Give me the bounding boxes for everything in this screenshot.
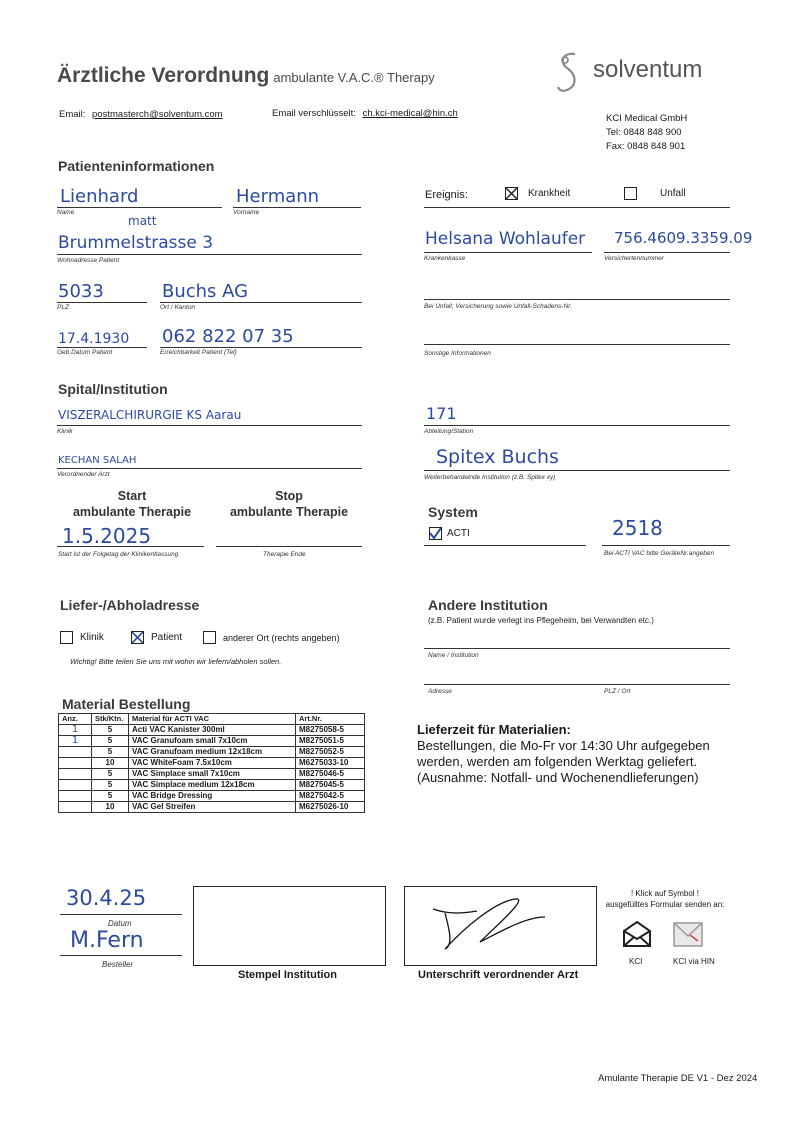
lieferzeit-line3: (Ausnahme: Notfall- und Wochenendlieferungen) — [417, 770, 699, 785]
geburtsdatum-value[interactable]: 17.4.1930 — [58, 331, 130, 347]
email-link[interactable]: postmasterch@solventum.com — [92, 109, 223, 120]
stop-title: Stop — [275, 489, 303, 503]
telefon-label: Erreichbarkeit Patient (Tel) — [160, 349, 237, 356]
geraet-label: Bei ACTI VAC bitte GeräteNr.angeben — [604, 550, 715, 557]
klinik-label: Klinik — [57, 428, 73, 435]
plz-value[interactable]: 5033 — [58, 281, 104, 302]
artnr-cell: M8275042-5 — [296, 791, 365, 802]
besteller-label: Besteller — [102, 960, 134, 969]
anz-cell[interactable] — [59, 791, 92, 802]
send-instruction-1: ! Klick auf Symbol ! — [630, 889, 700, 898]
kci-label: KCI — [629, 957, 643, 966]
material-cell: VAC Bridge Dressing — [129, 791, 296, 802]
table-row — [59, 780, 365, 791]
telefon-value[interactable]: 062 822 07 35 — [162, 326, 294, 347]
name-value[interactable]: Lienhard — [60, 186, 139, 207]
section-system: System — [428, 504, 478, 520]
liefer-note: Wichtig! Bitte teilen Sie uns mit wohin wir liefern/abholen sollen. — [70, 657, 282, 666]
stk-cell: 5 — [92, 791, 129, 802]
col-stk: Stk/Ktn. — [92, 714, 129, 725]
section-andere: Andere Institution — [428, 597, 548, 613]
datum-label: Datum — [108, 919, 132, 928]
table-row — [59, 747, 365, 758]
email-encrypted-link[interactable]: ch.kci-medical@hin.ch — [362, 108, 458, 119]
geraet-value[interactable]: 2518 — [612, 516, 663, 540]
company-tel: Tel: 0848 848 900 — [606, 127, 682, 138]
checkbox-liefer-klinik[interactable] — [60, 631, 73, 644]
anz-cell[interactable]: 1 — [59, 736, 92, 747]
stop-date-label: Therapie Ende — [263, 551, 306, 558]
table-row — [59, 758, 365, 769]
material-cell: Acti VAC Kanister 300ml — [129, 725, 296, 736]
material-cell: VAC Granufoam small 7x10cm — [129, 736, 296, 747]
ort-label: Ort / Kanton — [160, 304, 196, 311]
artnr-cell: M8275058-5 — [296, 725, 365, 736]
start-heading — [60, 488, 204, 520]
col-material: Material für ACTI VAC — [129, 714, 296, 725]
adresse-value[interactable]: Brummelstrasse 3 — [58, 233, 214, 253]
material-table-header — [59, 714, 365, 725]
doctor-signature — [405, 887, 596, 965]
lieferzeit-line1: Bestellungen, die Mo-Fr vor 14:30 Uhr aufgegeben — [417, 738, 710, 753]
checkbox-acti[interactable] — [429, 527, 442, 540]
table-row — [59, 769, 365, 780]
send-instructions — [600, 888, 730, 910]
acti-label: ACTI — [447, 528, 470, 539]
start-date-value[interactable]: 1.5.2025 — [62, 524, 152, 548]
section-material: Material Bestellung — [62, 696, 191, 712]
artnr-cell: M8275051-5 — [296, 736, 365, 747]
ereignis-label: Ereignis: — [425, 189, 468, 201]
vorname-value[interactable]: Hermann — [236, 186, 320, 207]
email-row — [59, 109, 223, 120]
lieferzeit-line2: werden, werden am folgenden Werktag geliefert. — [417, 754, 698, 769]
adresse-label: Wohnadresse Patient — [57, 257, 120, 264]
table-row — [59, 736, 365, 747]
unfall-info-label: Bei Unfall; Versicherung sowie Unfall-Schadens-Nr. — [424, 303, 572, 310]
stk-cell: 5 — [92, 725, 129, 736]
anz-cell[interactable] — [59, 747, 92, 758]
table-row — [59, 725, 365, 736]
start-date-label: Start ist der Folgetag der Klinikentlassung — [58, 551, 179, 558]
stk-cell: 10 — [92, 802, 129, 813]
andere-adresse-label: Adresse — [428, 688, 452, 695]
krankenkasse-label: Krankenkasse — [424, 255, 466, 262]
andere-note: (z.B. Patient wurde verlegt ins Pflegeheim, bei Verwandten etc.) — [428, 616, 654, 625]
table-row — [59, 791, 365, 802]
ort-value[interactable]: Buchs AG — [162, 281, 249, 302]
liefer-klinik-label: Klinik — [80, 632, 104, 643]
title-text: Ärztliche Verordnung — [57, 64, 270, 87]
section-patient: Patienteninformationen — [58, 158, 215, 174]
solventum-logo — [555, 50, 725, 96]
start-title: Start — [117, 489, 147, 503]
artnr-cell: M8275046-5 — [296, 769, 365, 780]
company-fax: Fax: 0848 848 901 — [606, 141, 686, 152]
stk-cell: 5 — [92, 736, 129, 747]
stk-cell: 5 — [92, 780, 129, 791]
start-subtitle: ambulante Therapie — [72, 505, 192, 519]
section-liefer: Liefer-/Abholadresse — [60, 597, 200, 613]
checkbox-liefer-patient[interactable] — [131, 631, 144, 644]
solventum-logo-icon — [555, 50, 585, 96]
stk-cell: 5 — [92, 769, 129, 780]
stop-subtitle: ambulante Therapie — [229, 505, 349, 519]
anz-cell[interactable] — [59, 758, 92, 769]
checkbox-unfall[interactable] — [624, 187, 637, 200]
col-artnr: Art.Nr. — [296, 714, 365, 725]
plz-label: PLZ — [57, 304, 69, 311]
email-encrypted-label: Email verschlüsselt: — [272, 108, 356, 119]
logo-text: solventum — [593, 56, 703, 83]
lieferzeit-title: Lieferzeit für Materialien: — [417, 722, 571, 737]
versichertennummer-value[interactable]: 756.4609.3359.09 — [614, 229, 753, 247]
geburtsdatum-label: Geb.Datum Patient — [57, 349, 113, 356]
send-instruction-2: ausgefülltes Formular senden an: — [605, 900, 725, 909]
weiterbehandelnde-label: Weiterbehandelnde Institution (z.B. Spitex xy) — [424, 474, 556, 481]
stempel-box[interactable] — [193, 886, 386, 966]
material-cell: VAC Simplace small 7x10cm — [129, 769, 296, 780]
liefer-anderer-label: anderer Ort (rechts angeben) — [223, 633, 340, 643]
company-info — [606, 112, 687, 154]
weiterbehandelnde-value[interactable]: Spitex Buchs — [436, 446, 559, 468]
col-anz: Anz. — [59, 714, 92, 725]
andere-name-label: Name / Institution — [428, 652, 479, 659]
email-encrypted-row — [272, 108, 458, 119]
checkbox-liefer-anderer[interactable] — [203, 631, 216, 644]
form-subtitle: ambulante V.A.C.® Therapy — [273, 70, 435, 85]
stk-cell: 10 — [92, 758, 129, 769]
artnr-cell: M6275033-10 — [296, 758, 365, 769]
abteilung-label: Abteilung/Station — [424, 428, 474, 435]
unterschrift-box[interactable] — [404, 886, 597, 966]
klinik-value[interactable]: VISZERALCHIRURGIE KS Aarau — [58, 408, 242, 422]
artnr-cell: M6275026-10 — [296, 802, 365, 813]
material-table — [58, 713, 365, 813]
stk-cell: 5 — [92, 747, 129, 758]
anz-cell[interactable] — [59, 802, 92, 813]
datum-value[interactable]: 30.4.25 — [66, 886, 147, 910]
krankenkasse-value[interactable]: Helsana Wohlaufer — [425, 229, 586, 249]
anz-cell[interactable]: 1 — [59, 725, 92, 736]
anz-cell[interactable] — [59, 780, 92, 791]
form-title — [57, 64, 435, 88]
anz-cell[interactable] — [59, 769, 92, 780]
stempel-label: Stempel Institution — [238, 969, 337, 981]
kci-hin-mail-icon[interactable] — [672, 919, 704, 949]
material-cell: VAC Simplace medium 12x18cm — [129, 780, 296, 791]
sonstige-label: Sonstige Informationen — [424, 350, 491, 357]
section-spital: Spital/Institution — [58, 381, 168, 397]
name-label: Name — [57, 209, 75, 216]
adresse-note: matt — [128, 214, 157, 228]
material-cell: VAC WhiteFoam 7.5x10cm — [129, 758, 296, 769]
andere-plz-label: PLZ / Ort — [604, 688, 631, 695]
material-cell: VAC Gel Streifen — [129, 802, 296, 813]
liefer-patient-label: Patient — [151, 632, 183, 643]
arzt-value[interactable]: KECHAN SALAH — [58, 455, 137, 466]
vorname-label: Vorname — [233, 209, 260, 216]
versichertennummer-label: Versichertennummer — [604, 255, 665, 262]
krankheit-label: Krankheit — [528, 188, 571, 199]
lieferzeit-block — [417, 722, 710, 786]
company-name: KCI Medical GmbH — [606, 113, 688, 124]
artnr-cell: M8275052-5 — [296, 747, 365, 758]
stop-heading — [216, 488, 362, 520]
kci-hin-label: KCI via HIN — [673, 957, 715, 966]
material-cell: VAC Granufoam medium 12x18cm — [129, 747, 296, 758]
besteller-signature[interactable]: M.Fern — [70, 928, 144, 953]
checkbox-krankheit[interactable] — [505, 187, 518, 200]
abteilung-value[interactable]: 171 — [426, 404, 457, 423]
arzt-label: Verordnender Arzt — [57, 471, 110, 478]
version-text: Amulante Therapie DE V1 - Dez 2024 — [598, 1073, 758, 1084]
email-label: Email: — [59, 109, 86, 120]
kci-mail-icon[interactable] — [621, 919, 653, 949]
table-row — [59, 802, 365, 813]
unfall-label: Unfall — [660, 188, 686, 199]
unterschrift-label: Unterschrift verordnender Arzt — [418, 969, 579, 981]
artnr-cell: M8275045-5 — [296, 780, 365, 791]
